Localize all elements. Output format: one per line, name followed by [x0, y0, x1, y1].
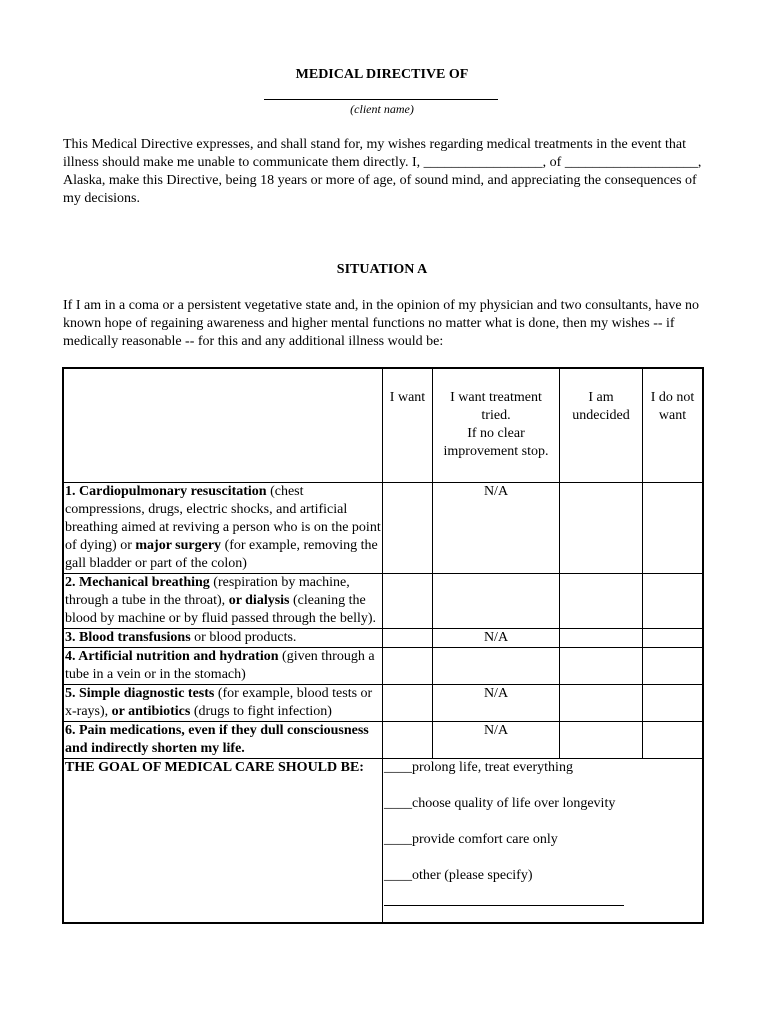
table-row [63, 685, 703, 722]
goal-option-quality-of-life[interactable]: ____choose quality of life over longevity [384, 796, 616, 811]
header-tried-line2: If no clear improvement stop. [443, 426, 549, 459]
choice-cell-undecided[interactable] [560, 483, 643, 574]
treatment-name: 4. Artificial nutrition and hydration [65, 649, 279, 664]
situation-title: SITUATION A [336, 262, 428, 277]
choice-cell-want[interactable] [383, 648, 433, 685]
treatment-detail-secondary: (drugs to fight infection) [190, 704, 332, 719]
choice-cell-dont-want[interactable] [643, 685, 704, 722]
treatment-description [63, 648, 383, 685]
situation-description: If I am in a coma or a persistent vegetative state and, in the opinion of my physician and two consultants, have no known hope of regaining awareness and higher mental functions no matter what is done, then my wishes -- if medically reasonable -- for this and any additional illness would be: [63, 298, 700, 349]
document-title: MEDICAL DIRECTIVE OF [295, 67, 469, 82]
choice-cell-dont-want[interactable] [643, 648, 704, 685]
choice-cell-want[interactable] [383, 722, 433, 759]
table-header-row [63, 368, 703, 483]
treatment-detail: (chest compressions, drugs, electric shocks, and artificial breathing aimed at reviving a person who is on the point of dying) or [65, 484, 381, 553]
choice-cell-want[interactable] [383, 574, 433, 629]
choice-cell-tried[interactable]: N/A [433, 629, 560, 648]
treatment-name: 5. Simple diagnostic tests [65, 686, 215, 701]
choice-cell-undecided[interactable] [560, 629, 643, 648]
choice-cell-tried[interactable]: N/A [433, 483, 560, 574]
goal-option-comfort-care[interactable]: ____provide comfort care only [384, 832, 558, 847]
choice-cell-undecided[interactable] [560, 574, 643, 629]
treatment-detail-secondary: (cleaning the blood by machine or by fluid passed through the belly). [65, 593, 377, 626]
header-i-want-treatment-tried [433, 368, 560, 483]
treatment-detail: (given through a tube in a vein or in the stomach) [65, 649, 375, 682]
treatment-detail: (for example, blood tests or x-rays), [65, 686, 373, 719]
goal-option-other[interactable]: ____other (please specify) [384, 868, 533, 883]
table-row [63, 648, 703, 685]
treatment-detail: (respiration by machine, through a tube in the throat), [65, 575, 350, 608]
treatment-description [63, 483, 383, 574]
treatment-name: 2. Mechanical breathing [65, 575, 210, 590]
table-row [63, 483, 703, 574]
goal-options-cell [383, 759, 704, 924]
client-name-caption: (client name) [350, 102, 414, 116]
treatment-name-secondary: or dialysis [228, 593, 290, 608]
goal-label: THE GOAL OF MEDICAL CARE SHOULD BE: [63, 759, 383, 924]
treatment-description [63, 629, 383, 648]
treatment-detail-secondary: (for example, removing the gall bladder or part of the colon) [65, 538, 378, 571]
choice-cell-undecided[interactable] [560, 648, 643, 685]
intro-paragraph: This Medical Directive expresses, and shall stand for, my wishes regarding medical treatments in the event that illness should make me unable to communicate them directly. I, _________________, of ___________________, Alaska, make this Directive, being 18 years or more of age, of sound mind, and appreciating the consequences of my decisions. [63, 137, 702, 206]
choice-cell-tried[interactable]: N/A [433, 722, 560, 759]
header-empty-cell [63, 368, 383, 483]
choice-cell-dont-want[interactable] [643, 629, 704, 648]
choice-cell-dont-want[interactable] [643, 574, 704, 629]
goal-option-prolong-life[interactable]: ____prolong life, treat everything [384, 760, 573, 775]
treatment-description [63, 685, 383, 722]
table-row [63, 574, 703, 629]
goal-row [63, 759, 703, 924]
treatment-name: 3. Blood transfusions [65, 630, 191, 645]
client-name-line[interactable] [264, 99, 498, 100]
other-specify-line[interactable] [384, 905, 624, 906]
treatment-name-secondary: major surgery [135, 538, 222, 553]
choice-cell-want[interactable] [383, 483, 433, 574]
choice-cell-dont-want[interactable] [643, 483, 704, 574]
header-i-do-not-want: I do not want [643, 368, 704, 483]
header-tried-line1: I want treatment tried. [450, 390, 542, 423]
choice-cell-tried[interactable] [433, 648, 560, 685]
choice-cell-undecided[interactable] [560, 722, 643, 759]
treatment-description [63, 574, 383, 629]
choice-cell-want[interactable] [383, 685, 433, 722]
choice-cell-want[interactable] [383, 629, 433, 648]
treatment-detail: or blood products. [190, 630, 297, 645]
choice-cell-dont-want[interactable] [643, 722, 704, 759]
header-i-am-undecided: I am undecided [560, 368, 643, 483]
treatment-name-secondary: or antibiotics [111, 704, 191, 719]
choice-cell-undecided[interactable] [560, 685, 643, 722]
treatment-table [62, 367, 704, 924]
treatment-name: 1. Cardiopulmonary resuscitation [65, 484, 267, 499]
table-row [63, 629, 703, 648]
table-row [63, 722, 703, 759]
treatment-name: 6. Pain medications, even if they dull consciousness and indirectly shorten my life. [65, 723, 369, 756]
choice-cell-tried[interactable] [433, 574, 560, 629]
header-i-want: I want [383, 368, 433, 483]
treatment-description [63, 722, 383, 759]
choice-cell-tried[interactable]: N/A [433, 685, 560, 722]
